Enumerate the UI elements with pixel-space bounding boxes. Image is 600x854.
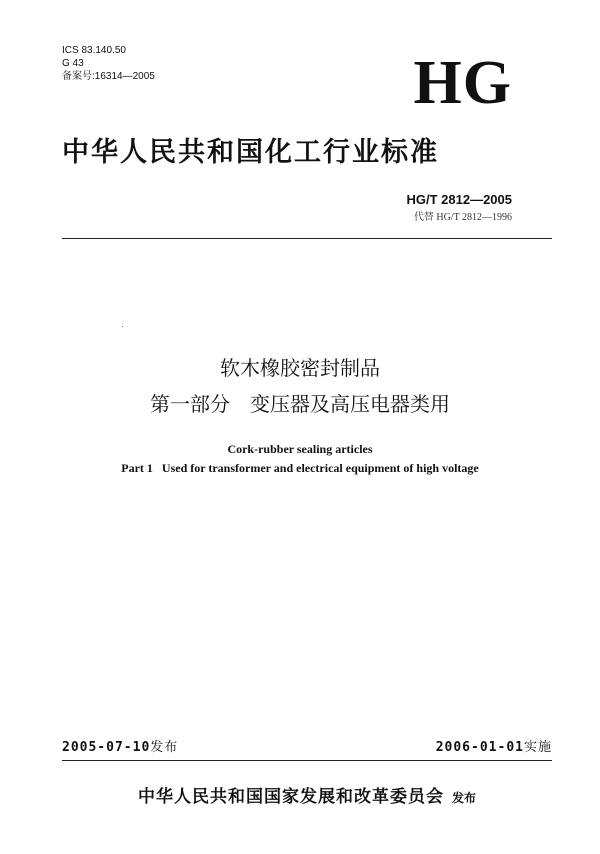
title-cn-line1: 软木橡胶密封制品 [220, 356, 380, 380]
filing-number: 备案号:16314—2005 [62, 71, 155, 82]
publisher [62, 786, 552, 809]
title-cn-line2: 第一部分 变压器及高压电器类用 [150, 392, 450, 416]
header-divider [62, 238, 552, 239]
replaces-standard: 代替 HG/T 2812—1996 [413, 212, 512, 223]
issue-date [62, 740, 178, 756]
publisher-org: 中华人民共和国国家发展和改革委员会 [137, 787, 444, 807]
standard-number: HG/T 2812—2005 [406, 192, 512, 207]
ics-code: ICS 83.140.50 [62, 45, 126, 56]
publisher-verb: 发布 [451, 791, 476, 805]
issue-date-label: 发布 [150, 740, 179, 755]
footer-divider [62, 760, 552, 761]
ccs-code: G 43 [62, 58, 84, 69]
implement-date-value: 2006-01-01 [435, 740, 524, 755]
implement-date-label: 实施 [523, 740, 552, 755]
implement-date [436, 740, 552, 756]
scan-speck [122, 326, 123, 327]
title-en-line1: Cork-rubber sealing articles [227, 442, 373, 456]
issue-date-value: 2005-07-10 [62, 740, 151, 755]
title-en-line2: Part 1 Used for transformer and electrical equipment of high voltage [121, 461, 479, 475]
org-title: 中华人民共和国化工行业标准 [62, 137, 439, 168]
hg-logo: HG [413, 49, 512, 117]
